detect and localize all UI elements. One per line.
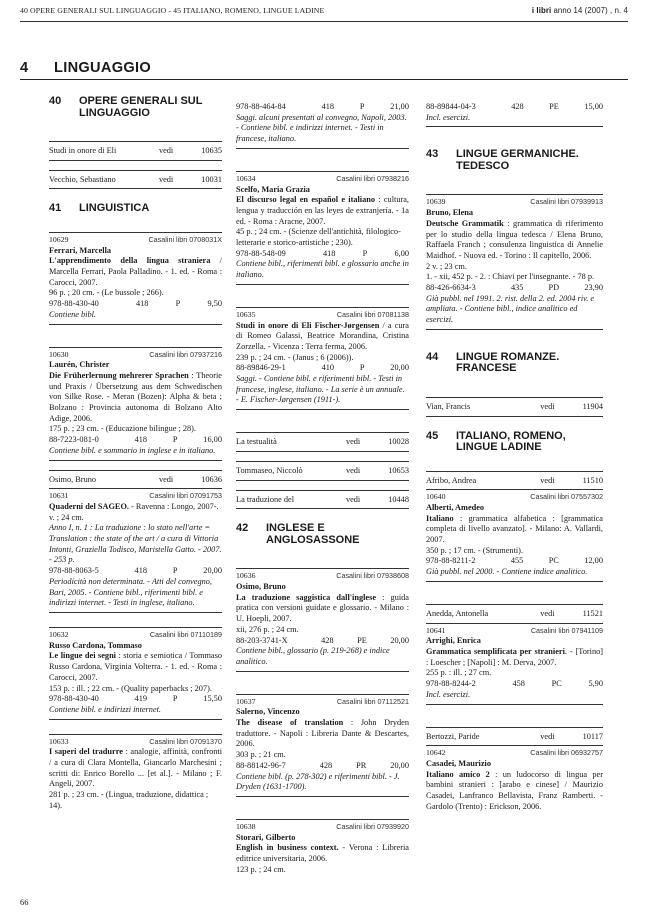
- entry-supplier: Casalini libri 07939913: [530, 197, 603, 207]
- entry-title: Italiano amico 2: [426, 769, 490, 779]
- entry-physical: v. ; 24 cm.: [49, 512, 84, 522]
- entry-supplier: Casalini libri 07112521: [336, 696, 409, 706]
- entry-isbn-line: [49, 566, 222, 577]
- entry-type: P: [172, 435, 178, 445]
- entry-supplier: Casalini libri 07091753: [149, 491, 222, 501]
- entry-note: Incl. esercizi.: [426, 112, 471, 122]
- entry-description: - Verona : Libreria editrice universitaria, 2006.: [236, 843, 409, 864]
- entry-supplier: Casalini libri 07557302: [530, 492, 603, 502]
- entry-note: Contiene bibl., glossario (p. 219-268) e indice analitico.: [236, 646, 390, 666]
- entry-type: PC: [548, 556, 559, 566]
- entry-id: 10629: [49, 234, 69, 244]
- entry-note: Anno I, n. 1 : La traduzione : lo stato nell'arte = Translation : the state of the art / a cura di Vittoria Intonti, Graziella Todisco, Maristella Gatto. - 2007. - 253 p.: [49, 523, 222, 565]
- entry-title: El discurso legal en español e italiano: [236, 195, 376, 205]
- entry-isbn-line: [236, 761, 409, 772]
- entry-isbn-line: [49, 694, 222, 705]
- xref-see: vedi: [345, 494, 361, 504]
- section-number: 40: [49, 95, 62, 107]
- entry-physical: 281 p. ; 23 cm. - (Lingua, traduzione, didattica ; 14).: [49, 790, 209, 810]
- entry-id: 10641: [426, 625, 446, 635]
- entry-title: Italiano: [426, 513, 454, 523]
- entry-10636: [236, 568, 409, 671]
- entry-title: La traduzione saggistica dall'inglese: [236, 592, 377, 602]
- entry-description: . - [Torino] : Loescher ; [Napoli] : M. Derva, 2007.: [426, 646, 604, 667]
- xref-name: La traduzione del: [236, 494, 295, 504]
- entry-10638: [236, 819, 409, 879]
- entry-physical: 2 v. ; 23 cm.: [426, 261, 467, 271]
- entry-isbn: 88-88142-96-7: [236, 760, 286, 770]
- entry-isbn-line: [426, 102, 603, 113]
- entry-dewey: 418: [135, 299, 149, 309]
- entry-dewey: 428: [319, 760, 333, 770]
- entry-type: PE: [357, 635, 367, 645]
- entry-note: Già pubbl. nel 1991. 2. rist. della 2. ed. 2004 riv. e ampliata. - Contiene bibl., indice analitico ed esercizi.: [426, 293, 595, 325]
- entry-isbn: 88-89846-29-1: [236, 363, 286, 373]
- entry-physical: 123 p. ; 24 cm.: [236, 864, 286, 874]
- entry-description: : John Dryden traduttore. - Napoli : Libreria Dante & Descartes, 2006.: [236, 718, 409, 749]
- entry-physical: 255 p. : ill. ; 27 cm.: [426, 668, 492, 678]
- entry-physical: 96 p. ; 20 cm. - (Le bussole ; 266).: [49, 288, 164, 298]
- entry-author: Casadei, Maurizio: [426, 758, 491, 768]
- entry-note: Contiene bibl. (p. 278-302) e riferimenti bibl. - J. Dryden (1631-1700).: [236, 771, 400, 792]
- entry-isbn: 978-88-430-40: [49, 694, 99, 704]
- entry-10638-continued: [426, 100, 603, 127]
- section-41-heading: [49, 203, 222, 215]
- cross-reference: [49, 170, 222, 190]
- entry-isbn: 978-88-8244-2: [426, 679, 476, 689]
- entry-price: 20,00: [390, 760, 409, 770]
- entry-type: P: [172, 694, 178, 704]
- entry-title: Le lingue dei segni: [49, 651, 116, 661]
- entry-supplier: Casalini libri 07081138: [336, 309, 409, 319]
- section-40-heading: [49, 96, 222, 119]
- entry-dewey: 428: [321, 635, 334, 645]
- entry-dewey: 418: [322, 248, 336, 258]
- entry-isbn-line: [236, 102, 409, 113]
- entry-price: 20,00: [390, 635, 409, 645]
- xref-number: 10636: [201, 474, 222, 484]
- entry-description: : cultura, lengua y traducción en las leyes de extranjería. - 1a ed. - Roma : Aracne, 2007.: [236, 195, 409, 226]
- entry-author: Arrighi, Enrica: [426, 636, 481, 646]
- entry-author: Bruno, Elena: [426, 208, 474, 218]
- entry-physical: 239 p. ; 24 cm. - (Janus ; 6 (2006)).: [236, 352, 354, 362]
- xref-number: 11510: [582, 475, 603, 485]
- entry-id: 10632: [49, 630, 69, 639]
- entry-10632: [49, 627, 222, 720]
- entry-isbn-line: [49, 435, 222, 446]
- section-44-heading: [426, 352, 603, 375]
- entry-price: 21,00: [390, 102, 409, 111]
- xref-name: Bertozzi, Paride: [426, 731, 480, 741]
- entry-10629: [49, 232, 222, 325]
- entry-physical: 153 p. : ill. ; 22 cm. - (Quality paperbacks ; 207).: [49, 683, 212, 693]
- xref-see: vedi: [158, 174, 174, 184]
- entry-physical: 350 p. ; 17 cm. - (Strumenti).: [426, 545, 524, 555]
- xref-name: La testualità: [236, 437, 277, 447]
- xref-number: 10448: [388, 494, 409, 504]
- entry-supplier: Casalini libri 07941109: [530, 625, 603, 635]
- entry-author: Scelfo, Maria Grazia: [236, 184, 310, 194]
- page-number: 66: [20, 897, 29, 907]
- entry-type: PC: [551, 679, 562, 689]
- entry-isbn: 88-7223-081-0: [49, 435, 99, 445]
- xref-name: Afribo, Andrea: [426, 475, 477, 485]
- entry-price: 20,00: [390, 363, 409, 373]
- section-title: LINGUE ROMANZE. FRANCESE: [456, 350, 560, 375]
- cross-reference: [426, 604, 603, 624]
- entry-isbn: 978-88-464-84: [236, 102, 286, 111]
- xref-see: vedi: [540, 608, 555, 618]
- xref-see: vedi: [158, 146, 174, 155]
- issue-info: anno 14 (2007) , n. 4: [553, 6, 628, 15]
- entry-isbn: 88-89844-04-3: [426, 102, 476, 111]
- entry-10633-continued: [236, 100, 409, 149]
- entry-note: Contiene bibl. e sommario in inglese e in italiano.: [49, 445, 216, 455]
- cross-reference: [426, 397, 603, 417]
- xref-see: vedi: [540, 731, 555, 741]
- section-number: 41: [49, 202, 62, 215]
- entry-price: 16,00: [203, 435, 222, 445]
- section-title: LINGUISTICA: [79, 202, 150, 215]
- entry-supplier: Casalini libri 07937216: [149, 349, 222, 359]
- entry-description: : un ludocorso di lingua per bambini stranieri : [arabo e cinese] / Maurizio Casadei, Lanfranco Bellavista, Franz Ramberti. - Gardolo (Trento) : Erickson, 2006.: [426, 769, 603, 811]
- entry-isbn-line: [49, 299, 222, 310]
- cross-reference: [236, 432, 409, 452]
- entry-isbn-line: [236, 249, 409, 260]
- entry-physical: 303 p. ; 21 cm.: [236, 750, 286, 760]
- xref-see: vedi: [345, 437, 361, 447]
- entry-price: 6,00: [394, 248, 409, 258]
- chapter-name: LINGUAGGIO: [54, 60, 152, 76]
- entry-id: 10638: [236, 821, 256, 831]
- entry-supplier: Casalini libri 0708031X: [148, 234, 222, 244]
- cross-reference: [236, 490, 409, 510]
- entry-note: Già pubbl. nel 2000. - Contiene indice analitico.: [426, 567, 588, 577]
- section-43-heading: [426, 149, 603, 172]
- section-number: 43: [426, 148, 439, 161]
- section-title: ITALIANO, ROMENO, LINGUE LADINE: [456, 429, 566, 454]
- entry-author: Alberti, Amedeo: [426, 502, 485, 512]
- entry-note: Contiene bibl., riferimenti bibl. e glossario anche in italiano.: [236, 259, 409, 280]
- xref-number: 10031: [201, 174, 222, 184]
- entry-physical: xii, 276 p. ; 24 cm.: [236, 624, 299, 634]
- entry-note: Contiene bibl.: [49, 309, 97, 319]
- entry-dewey: 410: [321, 363, 335, 373]
- entry-dewey: 435: [510, 283, 524, 293]
- entry-description: : guida pratica con versioni guidate e glossario. - Milano : U. Hoepli, 2007.: [236, 592, 409, 624]
- entry-id: 10631: [49, 491, 69, 501]
- entry-price: 23,90: [584, 283, 603, 293]
- entry-description: : storia e semiotica / Tommaso Russo Cardona, Virginia Volterra. - 1. ed. - Roma : Carocci, 2007.: [49, 651, 222, 682]
- running-head-right: [532, 6, 628, 15]
- entry-description: : grammatica di riferimento per lo studio della lingua tedesca / Elena Bruno, Raffaela Franch ; consulenza linguistica di Annelie Maidhof. - Nuova ed. - Torino : Il capitello, 2006.: [426, 218, 603, 260]
- entry-10639: [426, 194, 603, 329]
- entry-supplier: Casalini libri 07091370: [149, 736, 222, 746]
- entry-isbn: 88-426-6634-3: [426, 283, 476, 293]
- entry-isbn: 978-88-548-09: [236, 248, 286, 258]
- entry-10641: [426, 624, 603, 705]
- entry-id: 10637: [236, 696, 256, 706]
- cross-reference: [426, 471, 603, 491]
- entry-type: PE: [549, 102, 559, 111]
- entry-dewey: 418: [321, 102, 335, 111]
- entry-type: P: [175, 299, 181, 309]
- entry-author: Osimo, Bruno: [236, 581, 286, 591]
- entry-id: 10633: [49, 736, 69, 746]
- entry-dewey: 419: [134, 694, 148, 704]
- entry-id: 10630: [49, 349, 69, 359]
- entry-title: Die Früherlernung mehrerer Sprachen: [49, 370, 189, 380]
- cross-reference: [49, 141, 222, 161]
- cross-reference: [49, 470, 222, 490]
- entry-id: 10639: [426, 197, 446, 207]
- column-2: [236, 100, 409, 878]
- xref-number: 10028: [388, 437, 409, 447]
- entry-dewey: 428: [511, 102, 524, 111]
- entry-price: 12,00: [584, 556, 603, 566]
- entry-title: English in business context.: [236, 843, 339, 853]
- xref-name: Osimo, Bruno: [49, 474, 97, 484]
- entry-isbn: 978-88-430-40: [49, 299, 99, 309]
- entry-type: PD: [548, 283, 560, 293]
- entry-type: P: [359, 363, 365, 373]
- entry-supplier: Casalini libri 06932757: [530, 748, 603, 758]
- column-1: [49, 96, 222, 815]
- entry-author: Ferrari, Marcella: [49, 245, 112, 255]
- section-number: 45: [426, 429, 439, 442]
- section-title: INGLESE E ANGLOSASSONE: [266, 522, 360, 546]
- entry-note: Contiene bibl. e indirizzi internet.: [49, 704, 161, 714]
- entry-isbn-line: [426, 556, 603, 567]
- top-rule: [20, 21, 628, 22]
- entry-10630: [49, 347, 222, 461]
- entry-price: 5,90: [588, 679, 603, 689]
- entry-10633: [49, 734, 222, 815]
- xref-number: 11521: [582, 608, 603, 618]
- entry-physical: 45 p. ; 24 cm. - (Scienze dell'antichità, filologico-letterarie e storico-artistiche ; 230).: [236, 227, 401, 248]
- running-head-left: 40 OPERE GENERALI SUL LINGUAGGIO - 45 ITALIANO, ROMENO, LINGUE LADINE: [20, 6, 325, 15]
- entry-type: P: [362, 248, 368, 258]
- entry-title: Studi in onore di Eli Fischer-Jørgensen: [236, 320, 380, 330]
- entry-id: 10640: [426, 492, 446, 502]
- xref-number: 10117: [582, 731, 603, 741]
- section-45-heading: [426, 431, 603, 454]
- entry-author: Laurén, Christer: [49, 360, 110, 370]
- entry-type: PR: [356, 760, 367, 770]
- entry-note: Saggi. alcuni presentati al convegno, Napoli, 2003. - Contiene bibl. e indirizzi internet. - Testi in francese, italiano.: [236, 112, 407, 144]
- entry-10642: [426, 746, 603, 815]
- xref-name: Vian, Francis: [426, 401, 471, 411]
- xref-number: 10653: [388, 465, 409, 475]
- entry-title: Grammatica semplificata per stranieri: [426, 646, 565, 656]
- entry-supplier: Casalini libri 07110189: [149, 630, 222, 639]
- entry-description: : Theorie und Praxis / Übersetzung aus dem Schwedischen von Silke Rose. - Meran (Bozen): Alpha & beta ; Bolzano : Provincia autonoma di Bolzano Alto Adige, 2006.: [49, 370, 222, 423]
- entry-isbn-line: [426, 283, 603, 294]
- entry-title: The disease of translation: [236, 718, 344, 728]
- entry-description: - Ravenna : Longo, 2007-.: [129, 501, 219, 511]
- xref-number: 10635: [201, 146, 222, 155]
- cross-reference: [236, 461, 409, 481]
- xref-number: 11904: [582, 401, 603, 411]
- section-title: LINGUE GERMANICHE. TEDESCO: [456, 148, 579, 172]
- entry-id: 10642: [426, 748, 446, 758]
- entry-note: Incl. esercizi.: [426, 689, 471, 699]
- cross-reference: [426, 727, 603, 747]
- xref-name: Vecchio, Sebastiano: [49, 174, 116, 184]
- running-head: [20, 6, 628, 18]
- entry-supplier: Casalini libri 07938608: [336, 571, 409, 581]
- section-title: OPERE GENERALI SUL LINGUAGGIO: [79, 95, 203, 119]
- entry-description: / a cura di Romeo Galassi, Beatrice Morandina, Cristina Zorzella. - Vicenza : Terra ferma, 2006.: [236, 320, 409, 351]
- entry-id: 10634: [236, 173, 256, 183]
- entry-10634: [236, 171, 409, 285]
- chapter-number: 4: [20, 60, 29, 76]
- entry-isbn-line: [426, 679, 603, 690]
- xref-see: vedi: [345, 465, 361, 475]
- chapter-rule: [20, 79, 628, 80]
- xref-name: Studi in onore di Eli: [49, 146, 117, 155]
- entry-10631: [49, 489, 222, 613]
- xref-name: Anedda, Antonella: [426, 608, 489, 618]
- entry-dewey: 455: [510, 556, 524, 566]
- entry-title: Deutsche Grammatik: [426, 218, 504, 228]
- column-3: [426, 100, 603, 815]
- section-number: 44: [426, 350, 439, 363]
- entry-10640: [426, 490, 603, 582]
- entry-id: 10635: [236, 309, 256, 319]
- xref-see: vedi: [540, 475, 555, 485]
- entry-author: Russo Cardona, Tommaso: [49, 640, 142, 650]
- journal-name: i libri: [531, 6, 552, 15]
- entry-dewey: 418: [134, 435, 148, 445]
- entry-physical: 1. - xii, 452 p. - 2. : Chiavi per l'insegnante. - 78 p.: [426, 272, 595, 282]
- entry-note: Saggi. - Contiene bibl. e riferimenti bibl. - Testi in francese, inglese, italiano. - La serie è un annuale. - E. Fischer-Jørgensen (1911-).: [236, 374, 405, 405]
- xref-name: Tommaseo, Niccolò: [236, 465, 303, 475]
- entry-dewey: 458: [512, 679, 525, 689]
- entry-author: Storari, Gilberto: [236, 832, 296, 842]
- entry-isbn: 978-88-8211-2: [426, 556, 476, 566]
- entry-title: I saperi del tradurre: [49, 747, 123, 757]
- entry-title: Quaderni del SAGEO.: [49, 501, 129, 511]
- entry-price: 15,50: [203, 694, 222, 704]
- entry-supplier: Casalini libri 07939920: [336, 821, 409, 831]
- xref-see: vedi: [158, 474, 174, 484]
- entry-description: / Marcella Ferrari, Paola Palladino. - 1. ed. - Roma : Carocci, 2007.: [49, 256, 222, 287]
- entry-price: 20,00: [203, 566, 222, 576]
- entry-10635: [236, 307, 409, 410]
- entry-isbn-line: [236, 363, 409, 374]
- section-42-heading: [236, 523, 409, 546]
- entry-type: P: [172, 566, 178, 576]
- entry-author: Salerno, Vincenzo: [236, 707, 300, 717]
- entry-isbn: 978-88-8063-5: [49, 566, 99, 576]
- entry-dewey: 418: [134, 566, 148, 576]
- entry-description: : grammatica alfabetica : [grammatica completa di livello avanzato]. - Milano: A. Vallardi, 2007.: [426, 513, 603, 545]
- chapter-title: [20, 60, 151, 76]
- entry-price: 9,50: [207, 299, 222, 309]
- section-number: 42: [236, 522, 249, 535]
- entry-supplier: Casalini libri 07938216: [336, 173, 409, 183]
- entry-title: L'apprendimento della lingua straniera: [49, 256, 211, 266]
- entry-description: : analogie, affinità, confronti / a cura di Clara Montella, Giancarlo Marchesini ; scritti di: Enrico Borello ... [et al.]. - Milano ; F. Angeli, 2007.: [49, 747, 222, 789]
- entry-10637: [236, 694, 409, 797]
- entry-price: 15,00: [584, 102, 603, 111]
- xref-see: vedi: [540, 401, 555, 411]
- entry-isbn: 88-203-3741-X: [236, 635, 288, 645]
- entry-note: Periodicità non determinata. - Atti del convegno, Bari, 2005. - Contiene bibl., riferimenti bibl. e indirizzi internet. - Testi in inglese, italiano.: [49, 576, 212, 608]
- entry-type: P: [359, 102, 365, 111]
- entry-isbn-line: [236, 636, 409, 647]
- entry-id: 10636: [236, 571, 256, 581]
- entry-physical: 175 p. ; 23 cm. - (Educazione bilingue ; 28).: [49, 424, 197, 434]
